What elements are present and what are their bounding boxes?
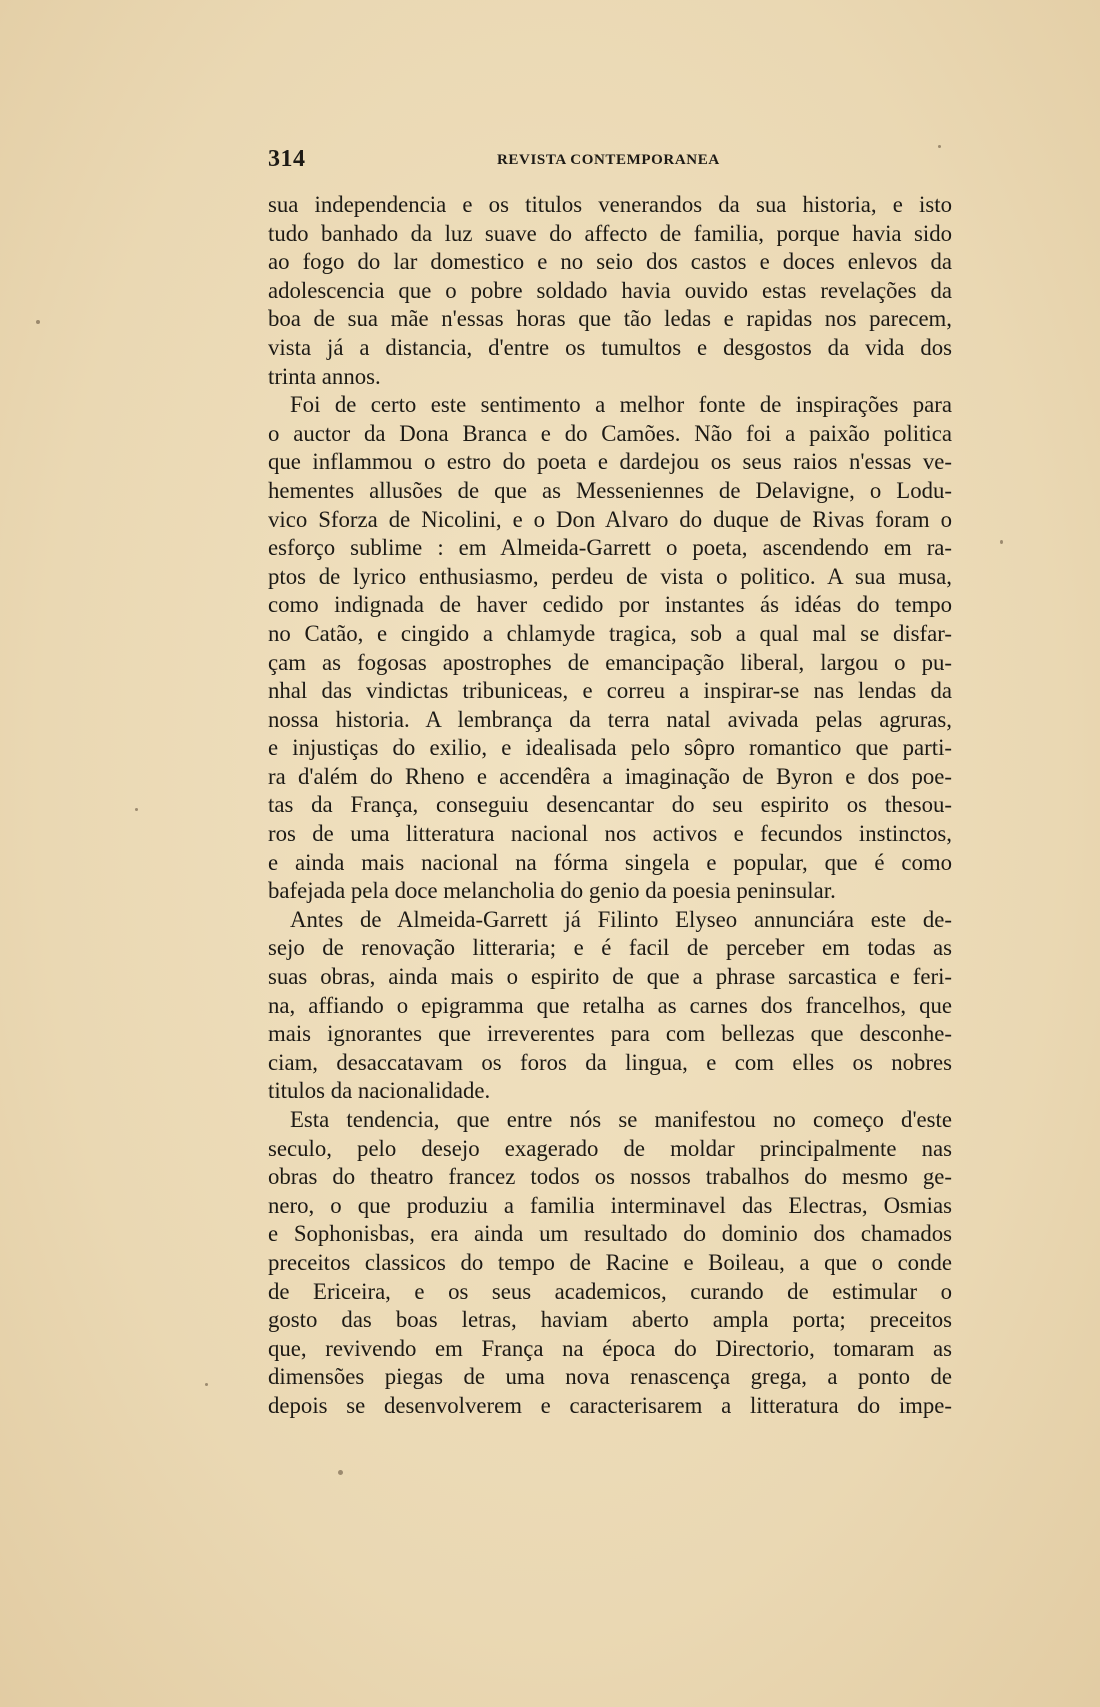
text-line: tas da França, conseguiu desencantar do seu espirito os thesou- [268,792,952,818]
text-line: vista já a distancia, d'entre os tumultos e desgostos da vida dos [268,334,952,360]
text-line: mais ignorantes que irreverentes para com bellezas que desconhe- [268,1021,952,1047]
text-line: que, revivendo em França na época do Directorio, tomaram as [268,1335,952,1361]
paper-speck [205,1383,208,1386]
paper-speck [1000,540,1003,544]
text-line: ciam, desaccatavam os foros da lingua, e com elles os nobres [268,1049,952,1075]
text-line: çam as fogosas apostrophes de emancipação liberal, largou o pu- [268,649,952,675]
text-line: como indignada de haver cedido por instantes ás idéas do tempo [268,592,952,618]
page-number: 314 [268,146,306,172]
text-line: obras do theatro francez todos os nossos trabalhos do mesmo ge- [268,1164,952,1190]
text-line: bafejada pela doce melancholia do genio da poesia peninsular. [268,878,836,904]
text-line: no Catão, e cingido a chlamyde tragica, sob a qual mal se disfar- [268,620,952,646]
text-line: que inflammou o estro do poeta e dardejou os seus raios n'essas ve- [268,449,952,475]
text-line: gosto das boas letras, haviam aberto ampla porta; preceitos [268,1307,952,1333]
text-line: trinta annos. [268,363,381,389]
text-line: nero, o que produziu a familia interminavel das Electras, Osmias [268,1192,952,1218]
body-text [268,191,952,1421]
text-line: vico Sforza de Nicolini, e o Don Alvaro do duque de Rivas foram o [268,506,952,532]
text-line: o auctor da Dona Branca e do Camões. Não foi a paixão politica [268,420,952,446]
text-line: ptos de lyrico enthusiasmo, perdeu de vista o politico. A sua musa, [268,563,952,589]
text-line: nhal das vindictas tribuniceas, e correu a inspirar-se nas lendas da [268,678,952,704]
text-line: depois se desenvolverem e caracterisarem a litteratura do impe- [268,1392,952,1418]
text-line: ra d'além do Rheno e accendêra a imaginação de Byron e dos poe- [268,763,952,789]
text-line: suas obras, ainda mais o espirito de que a phrase sarcastica e feri- [268,964,952,990]
text-line: tudo banhado da luz suave do affecto de familia, porque havia sido [268,220,952,246]
text-line: preceitos classicos do tempo de Racine e Boileau, a que o conde [268,1249,952,1275]
text-line: Antes de Almeida-Garrett já Filinto Elyseo annunciára este de- [290,906,952,932]
text-line: ros de uma litteratura nacional nos activos e fecundos instinctos, [268,821,952,847]
text-line: e Sophonisbas, era ainda um resultado do dominio dos chamados [268,1221,952,1247]
text-line: e injustiças do exilio, e idealisada pelo sôpro romantico que parti- [268,735,952,761]
text-line: esforço sublime : em Almeida-Garrett o poeta, ascendendo em ra- [268,535,952,561]
text-line: boa de sua mãe n'essas horas que tão ledas e rapidas nos parecem, [268,306,952,332]
text-line: titulos da nacionalidade. [268,1078,491,1104]
paper-speck [36,320,40,324]
text-line: Esta tendencia, que entre nós se manifestou no começo d'este [290,1107,952,1132]
page-header [268,146,948,180]
text-line: hementes allusões de que as Messeniennes de Delavigne, o Lodu- [268,477,952,503]
running-title: REVISTA CONTEMPORANEA [497,152,720,168]
text-line: seculo, pelo desejo exagerado de moldar principalmente nas [268,1135,952,1161]
text-line: adolescencia que o pobre soldado havia ouvido estas revelações da [268,277,952,303]
text-line: sejo de renovação litteraria; e é facil de perceber em todas as [268,935,952,961]
paper-speck [135,808,138,811]
text-line: Foi de certo este sentimento a melhor fonte de inspirações para [290,392,952,418]
text-line: sua independencia e os titulos venerandos da sua historia, e isto [268,192,952,217]
paper-speck [938,145,941,148]
text-line: dimensões piegas de uma nova renascença grega, a ponto de [268,1364,952,1390]
text-line: de Ericeira, e os seus academicos, curando de estimular o [268,1278,952,1304]
paper-speck [338,1470,343,1475]
text-line: na, affiando o epigramma que retalha as carnes dos francelhos, que [268,992,952,1018]
text-line: nossa historia. A lembrança da terra natal avivada pelas agruras, [268,706,952,732]
text-line: e ainda mais nacional na fórma singela e popular, que é como [268,849,952,875]
text-line: ao fogo do lar domestico e no seio dos castos e doces enlevos da [268,249,952,275]
